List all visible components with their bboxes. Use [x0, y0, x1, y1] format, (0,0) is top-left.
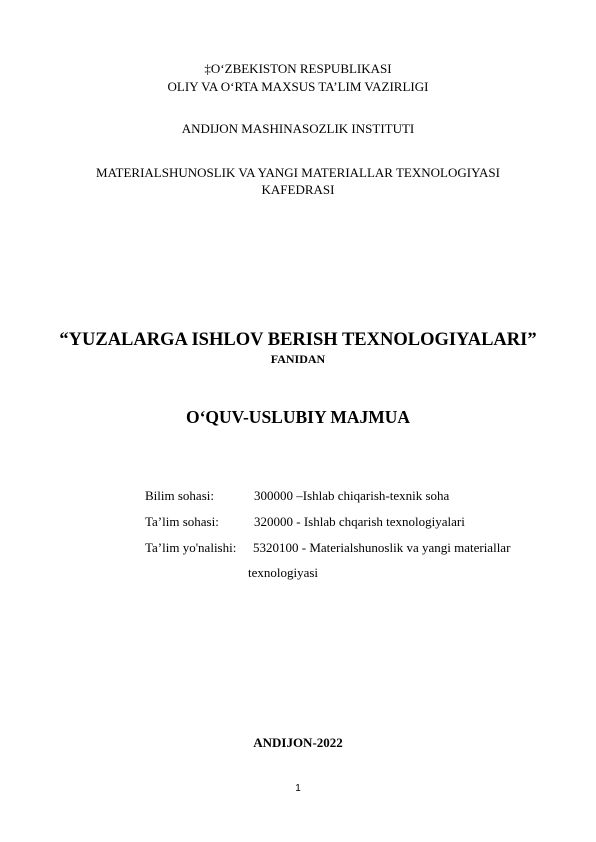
city-year: ANDIJON-2022: [253, 735, 343, 750]
info-label-field: Bilim sohasi:: [145, 488, 214, 503]
info-value-direction-continuation: texnologiyasi: [248, 565, 319, 580]
info-value-direction: 5320100 - Materialshunoslik va yangi materiallar: [253, 540, 511, 555]
info-label-direction: Ta’lim yo'nalishi:: [145, 540, 237, 555]
subject-suffix: FANIDAN: [270, 352, 326, 366]
info-value-area: 320000 - Ishlab chqarish texnologiyalari: [254, 514, 465, 529]
ministry-heading: OLIY VA O‘RTA MAXSUS TA’LIM VAZIRLIGI: [167, 79, 429, 94]
document-type-title: O‘QUV-USLUBIY MAJMUA: [185, 407, 411, 427]
republic-heading: ‡O‘ZBEKISTON RESPUBLIKASI: [204, 61, 392, 76]
department-heading-line1: MATERIALSHUNOSLIK VA YANGI MATERIALLAR TEXNOLOGIYASI: [96, 165, 500, 180]
department-heading-line2: KAFEDRASI: [261, 182, 335, 197]
institute-heading: ANDIJON MASHINASOZLIK INSTITUTI: [181, 121, 415, 136]
subject-title: “YUZALARGA ISHLOV BERISH TEXNOLOGIYALARI”: [59, 330, 537, 350]
page-number: 1: [295, 783, 301, 794]
info-label-area: Ta’lim sohasi:: [145, 514, 219, 529]
info-value-field: 300000 –Ishlab chiqarish-texnik soha: [254, 488, 450, 503]
